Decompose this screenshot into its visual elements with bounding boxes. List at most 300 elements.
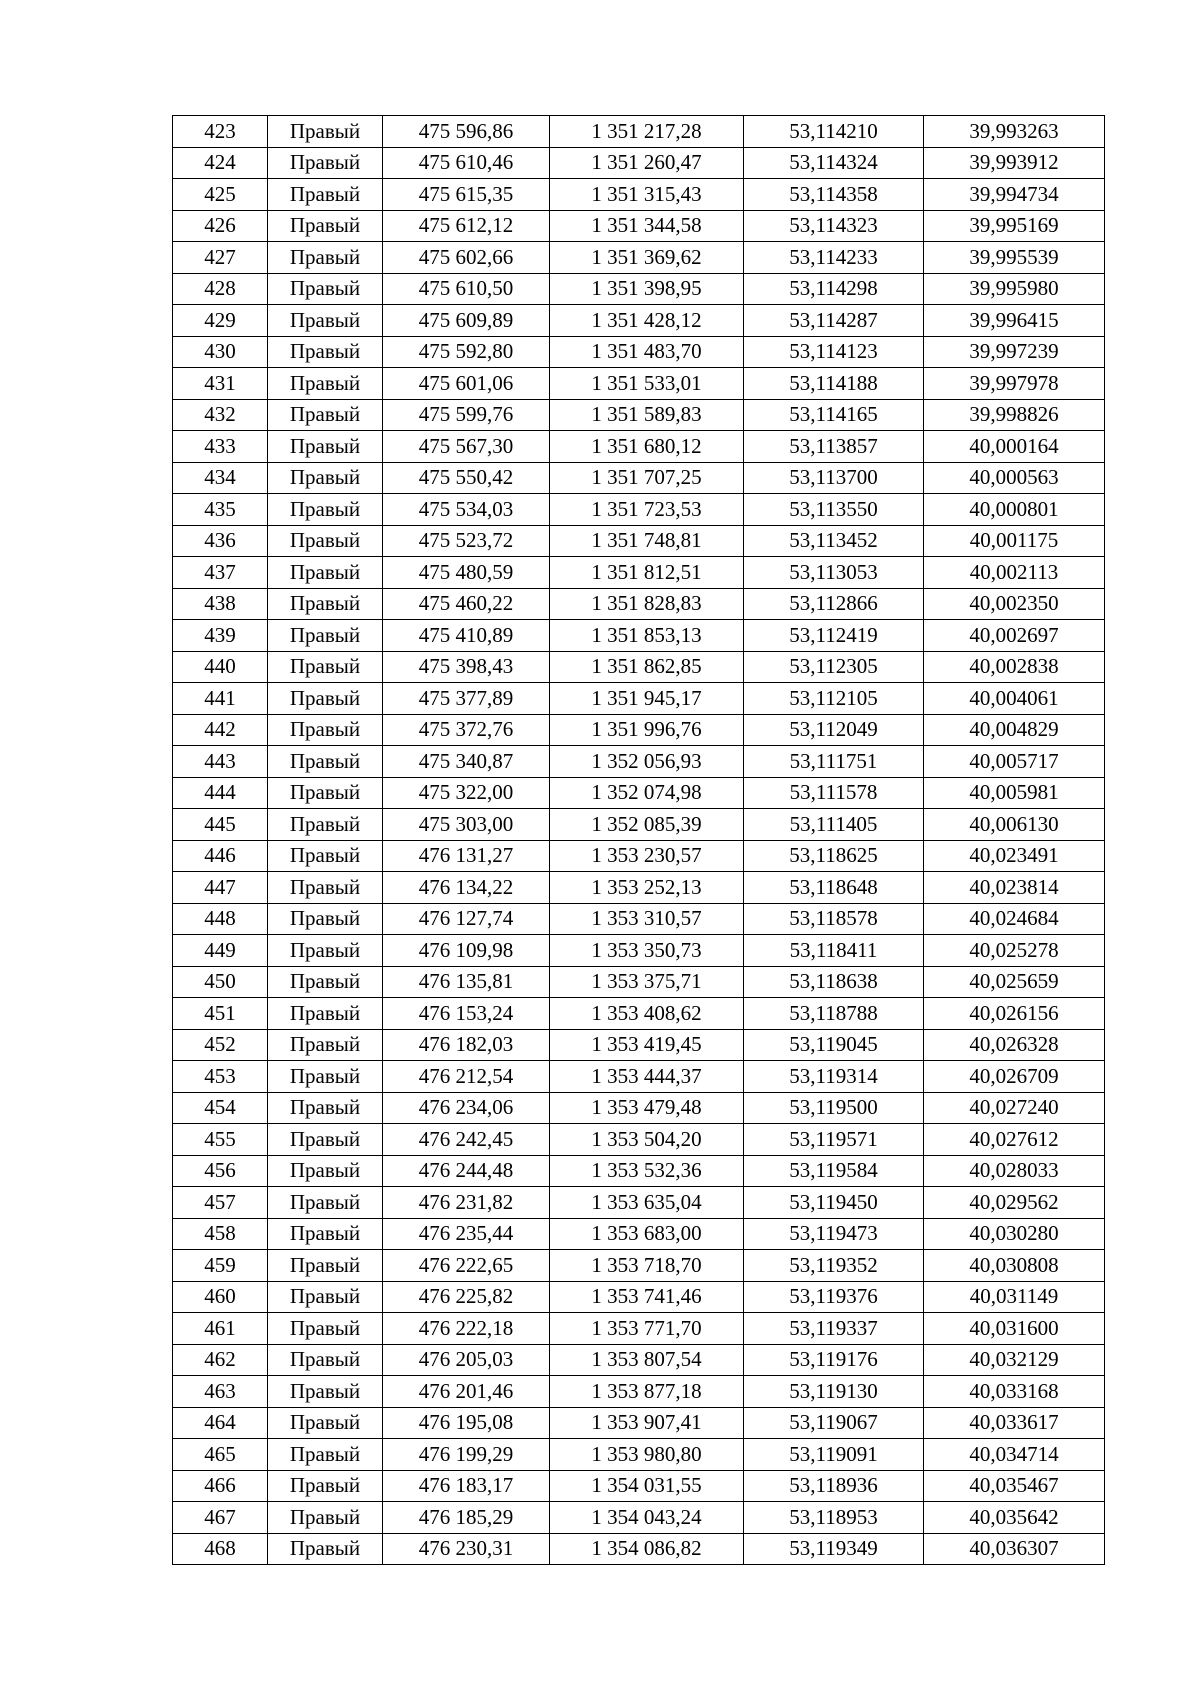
point-number-cell: 466	[173, 1470, 268, 1502]
x-coordinate-cell: 476 199,29	[383, 1439, 550, 1471]
table-row	[173, 966, 1105, 998]
side-cell: Правый	[268, 1124, 383, 1156]
side-cell: Правый	[268, 1533, 383, 1565]
side-cell: Правый	[268, 1470, 383, 1502]
latitude-cell: 53,112105	[744, 683, 924, 715]
side-cell: Правый	[268, 305, 383, 337]
coordinates-table	[172, 115, 1105, 1565]
point-number-cell: 455	[173, 1124, 268, 1156]
x-coordinate-cell: 475 410,89	[383, 620, 550, 652]
point-number-cell: 436	[173, 525, 268, 557]
longitude-cell: 40,035467	[924, 1470, 1105, 1502]
x-coordinate-cell: 476 235,44	[383, 1218, 550, 1250]
longitude-cell: 39,994734	[924, 179, 1105, 211]
y-coordinate-cell: 1 352 074,98	[550, 777, 744, 809]
latitude-cell: 53,112049	[744, 714, 924, 746]
longitude-cell: 40,031149	[924, 1281, 1105, 1313]
longitude-cell: 39,997978	[924, 368, 1105, 400]
latitude-cell: 53,114287	[744, 305, 924, 337]
x-coordinate-cell: 476 131,27	[383, 840, 550, 872]
y-coordinate-cell: 1 353 532,36	[550, 1155, 744, 1187]
table-row	[173, 242, 1105, 274]
side-cell: Правый	[268, 1061, 383, 1093]
latitude-cell: 53,114323	[744, 210, 924, 242]
longitude-cell: 40,026709	[924, 1061, 1105, 1093]
longitude-cell: 40,026328	[924, 1029, 1105, 1061]
latitude-cell: 53,113700	[744, 462, 924, 494]
x-coordinate-cell: 475 601,06	[383, 368, 550, 400]
x-coordinate-cell: 476 222,18	[383, 1313, 550, 1345]
table-row	[173, 431, 1105, 463]
table-row	[173, 1029, 1105, 1061]
x-coordinate-cell: 476 109,98	[383, 935, 550, 967]
point-number-cell: 461	[173, 1313, 268, 1345]
point-number-cell: 459	[173, 1250, 268, 1282]
longitude-cell: 39,995539	[924, 242, 1105, 274]
side-cell: Правый	[268, 179, 383, 211]
table-row	[173, 1281, 1105, 1313]
x-coordinate-cell: 476 185,29	[383, 1502, 550, 1534]
side-cell: Правый	[268, 1218, 383, 1250]
latitude-cell: 53,119337	[744, 1313, 924, 1345]
longitude-cell: 40,025659	[924, 966, 1105, 998]
side-cell: Правый	[268, 1281, 383, 1313]
y-coordinate-cell: 1 351 589,83	[550, 399, 744, 431]
y-coordinate-cell: 1 353 771,70	[550, 1313, 744, 1345]
side-cell: Правый	[268, 714, 383, 746]
table-row	[173, 1502, 1105, 1534]
latitude-cell: 53,114123	[744, 336, 924, 368]
side-cell: Правый	[268, 431, 383, 463]
x-coordinate-cell: 475 609,89	[383, 305, 550, 337]
longitude-cell: 40,031600	[924, 1313, 1105, 1345]
longitude-cell: 40,000563	[924, 462, 1105, 494]
latitude-cell: 53,118411	[744, 935, 924, 967]
table-row	[173, 903, 1105, 935]
point-number-cell: 449	[173, 935, 268, 967]
point-number-cell: 441	[173, 683, 268, 715]
x-coordinate-cell: 476 230,31	[383, 1533, 550, 1565]
table-row	[173, 494, 1105, 526]
x-coordinate-cell: 475 602,66	[383, 242, 550, 274]
y-coordinate-cell: 1 353 807,54	[550, 1344, 744, 1376]
latitude-cell: 53,114188	[744, 368, 924, 400]
side-cell: Правый	[268, 1407, 383, 1439]
side-cell: Правый	[268, 651, 383, 683]
x-coordinate-cell: 476 201,46	[383, 1376, 550, 1408]
side-cell: Правый	[268, 903, 383, 935]
x-coordinate-cell: 476 195,08	[383, 1407, 550, 1439]
longitude-cell: 39,995980	[924, 273, 1105, 305]
y-coordinate-cell: 1 353 907,41	[550, 1407, 744, 1439]
latitude-cell: 53,113857	[744, 431, 924, 463]
latitude-cell: 53,119473	[744, 1218, 924, 1250]
point-number-cell: 444	[173, 777, 268, 809]
table-row	[173, 683, 1105, 715]
table-row	[173, 935, 1105, 967]
point-number-cell: 465	[173, 1439, 268, 1471]
y-coordinate-cell: 1 353 635,04	[550, 1187, 744, 1219]
point-number-cell: 429	[173, 305, 268, 337]
y-coordinate-cell: 1 351 483,70	[550, 336, 744, 368]
table-row	[173, 1344, 1105, 1376]
y-coordinate-cell: 1 353 980,80	[550, 1439, 744, 1471]
latitude-cell: 53,118638	[744, 966, 924, 998]
y-coordinate-cell: 1 353 375,71	[550, 966, 744, 998]
side-cell: Правый	[268, 588, 383, 620]
point-number-cell: 438	[173, 588, 268, 620]
x-coordinate-cell: 475 377,89	[383, 683, 550, 715]
side-cell: Правый	[268, 1250, 383, 1282]
point-number-cell: 453	[173, 1061, 268, 1093]
x-coordinate-cell: 475 523,72	[383, 525, 550, 557]
y-coordinate-cell: 1 353 741,46	[550, 1281, 744, 1313]
side-cell: Правый	[268, 683, 383, 715]
y-coordinate-cell: 1 351 945,17	[550, 683, 744, 715]
latitude-cell: 53,111751	[744, 746, 924, 778]
table-body	[173, 116, 1105, 1565]
longitude-cell: 40,004829	[924, 714, 1105, 746]
latitude-cell: 53,119067	[744, 1407, 924, 1439]
side-cell: Правый	[268, 525, 383, 557]
table-row	[173, 1124, 1105, 1156]
side-cell: Правый	[268, 147, 383, 179]
longitude-cell: 40,002113	[924, 557, 1105, 589]
table-row	[173, 1187, 1105, 1219]
table-row	[173, 1313, 1105, 1345]
point-number-cell: 426	[173, 210, 268, 242]
point-number-cell: 468	[173, 1533, 268, 1565]
y-coordinate-cell: 1 353 252,13	[550, 872, 744, 904]
x-coordinate-cell: 475 550,42	[383, 462, 550, 494]
x-coordinate-cell: 476 244,48	[383, 1155, 550, 1187]
longitude-cell: 40,005981	[924, 777, 1105, 809]
latitude-cell: 53,114233	[744, 242, 924, 274]
x-coordinate-cell: 476 242,45	[383, 1124, 550, 1156]
point-number-cell: 447	[173, 872, 268, 904]
table-row	[173, 116, 1105, 148]
side-cell: Правый	[268, 557, 383, 589]
longitude-cell: 40,004061	[924, 683, 1105, 715]
x-coordinate-cell: 475 322,00	[383, 777, 550, 809]
longitude-cell: 40,023491	[924, 840, 1105, 872]
x-coordinate-cell: 475 592,80	[383, 336, 550, 368]
x-coordinate-cell: 475 480,59	[383, 557, 550, 589]
table-row	[173, 525, 1105, 557]
x-coordinate-cell: 475 612,12	[383, 210, 550, 242]
y-coordinate-cell: 1 353 310,57	[550, 903, 744, 935]
point-number-cell: 430	[173, 336, 268, 368]
longitude-cell: 40,002350	[924, 588, 1105, 620]
y-coordinate-cell: 1 351 217,28	[550, 116, 744, 148]
table-row	[173, 336, 1105, 368]
side-cell: Правый	[268, 1376, 383, 1408]
longitude-cell: 40,027240	[924, 1092, 1105, 1124]
table-row	[173, 1155, 1105, 1187]
point-number-cell: 462	[173, 1344, 268, 1376]
longitude-cell: 40,029562	[924, 1187, 1105, 1219]
side-cell: Правый	[268, 1439, 383, 1471]
x-coordinate-cell: 475 460,22	[383, 588, 550, 620]
y-coordinate-cell: 1 353 504,20	[550, 1124, 744, 1156]
y-coordinate-cell: 1 353 479,48	[550, 1092, 744, 1124]
latitude-cell: 53,114165	[744, 399, 924, 431]
longitude-cell: 40,002838	[924, 651, 1105, 683]
longitude-cell: 40,023814	[924, 872, 1105, 904]
side-cell: Правый	[268, 1187, 383, 1219]
x-coordinate-cell: 475 610,46	[383, 147, 550, 179]
x-coordinate-cell: 476 234,06	[383, 1092, 550, 1124]
y-coordinate-cell: 1 353 230,57	[550, 840, 744, 872]
table-row	[173, 1092, 1105, 1124]
point-number-cell: 440	[173, 651, 268, 683]
longitude-cell: 40,000801	[924, 494, 1105, 526]
y-coordinate-cell: 1 351 315,43	[550, 179, 744, 211]
point-number-cell: 434	[173, 462, 268, 494]
latitude-cell: 53,114358	[744, 179, 924, 211]
point-number-cell: 460	[173, 1281, 268, 1313]
y-coordinate-cell: 1 354 043,24	[550, 1502, 744, 1534]
table-row	[173, 998, 1105, 1030]
table-row	[173, 179, 1105, 211]
y-coordinate-cell: 1 351 533,01	[550, 368, 744, 400]
table-row	[173, 777, 1105, 809]
point-number-cell: 454	[173, 1092, 268, 1124]
side-cell: Правый	[268, 1155, 383, 1187]
side-cell: Правый	[268, 242, 383, 274]
y-coordinate-cell: 1 353 408,62	[550, 998, 744, 1030]
side-cell: Правый	[268, 840, 383, 872]
x-coordinate-cell: 475 596,86	[383, 116, 550, 148]
x-coordinate-cell: 475 398,43	[383, 651, 550, 683]
table-row	[173, 399, 1105, 431]
point-number-cell: 437	[173, 557, 268, 589]
table-row	[173, 1218, 1105, 1250]
table-row	[173, 1533, 1105, 1565]
latitude-cell: 53,118648	[744, 872, 924, 904]
y-coordinate-cell: 1 351 812,51	[550, 557, 744, 589]
longitude-cell: 40,000164	[924, 431, 1105, 463]
point-number-cell: 439	[173, 620, 268, 652]
side-cell: Правый	[268, 494, 383, 526]
longitude-cell: 40,002697	[924, 620, 1105, 652]
x-coordinate-cell: 476 182,03	[383, 1029, 550, 1061]
y-coordinate-cell: 1 351 748,81	[550, 525, 744, 557]
latitude-cell: 53,119571	[744, 1124, 924, 1156]
y-coordinate-cell: 1 352 056,93	[550, 746, 744, 778]
table-row	[173, 620, 1105, 652]
longitude-cell: 40,006130	[924, 809, 1105, 841]
longitude-cell: 40,035642	[924, 1502, 1105, 1534]
latitude-cell: 53,119130	[744, 1376, 924, 1408]
side-cell: Правый	[268, 809, 383, 841]
point-number-cell: 431	[173, 368, 268, 400]
point-number-cell: 442	[173, 714, 268, 746]
point-number-cell: 443	[173, 746, 268, 778]
y-coordinate-cell: 1 351 828,83	[550, 588, 744, 620]
point-number-cell: 433	[173, 431, 268, 463]
side-cell: Правый	[268, 1092, 383, 1124]
latitude-cell: 53,111405	[744, 809, 924, 841]
longitude-cell: 39,997239	[924, 336, 1105, 368]
x-coordinate-cell: 475 303,00	[383, 809, 550, 841]
longitude-cell: 39,993263	[924, 116, 1105, 148]
point-number-cell: 446	[173, 840, 268, 872]
side-cell: Правый	[268, 777, 383, 809]
y-coordinate-cell: 1 353 350,73	[550, 935, 744, 967]
side-cell: Правый	[268, 1502, 383, 1534]
latitude-cell: 53,118936	[744, 1470, 924, 1502]
side-cell: Правый	[268, 336, 383, 368]
latitude-cell: 53,118953	[744, 1502, 924, 1534]
y-coordinate-cell: 1 351 344,58	[550, 210, 744, 242]
table-row	[173, 1061, 1105, 1093]
latitude-cell: 53,114298	[744, 273, 924, 305]
point-number-cell: 423	[173, 116, 268, 148]
table-row	[173, 462, 1105, 494]
y-coordinate-cell: 1 353 683,00	[550, 1218, 744, 1250]
longitude-cell: 40,024684	[924, 903, 1105, 935]
latitude-cell: 53,119091	[744, 1439, 924, 1471]
longitude-cell: 39,998826	[924, 399, 1105, 431]
table-row	[173, 1250, 1105, 1282]
x-coordinate-cell: 476 153,24	[383, 998, 550, 1030]
x-coordinate-cell: 475 567,30	[383, 431, 550, 463]
longitude-cell: 40,032129	[924, 1344, 1105, 1376]
x-coordinate-cell: 476 231,82	[383, 1187, 550, 1219]
latitude-cell: 53,119349	[744, 1533, 924, 1565]
point-number-cell: 457	[173, 1187, 268, 1219]
latitude-cell: 53,114324	[744, 147, 924, 179]
table-row	[173, 368, 1105, 400]
table-row	[173, 557, 1105, 589]
x-coordinate-cell: 475 599,76	[383, 399, 550, 431]
side-cell: Правый	[268, 116, 383, 148]
table-row	[173, 872, 1105, 904]
latitude-cell: 53,118578	[744, 903, 924, 935]
latitude-cell: 53,119376	[744, 1281, 924, 1313]
latitude-cell: 53,112305	[744, 651, 924, 683]
y-coordinate-cell: 1 353 444,37	[550, 1061, 744, 1093]
y-coordinate-cell: 1 354 086,82	[550, 1533, 744, 1565]
point-number-cell: 448	[173, 903, 268, 935]
table-row	[173, 651, 1105, 683]
latitude-cell: 53,119045	[744, 1029, 924, 1061]
y-coordinate-cell: 1 351 428,12	[550, 305, 744, 337]
longitude-cell: 40,026156	[924, 998, 1105, 1030]
longitude-cell: 40,001175	[924, 525, 1105, 557]
y-coordinate-cell: 1 351 862,85	[550, 651, 744, 683]
x-coordinate-cell: 476 183,17	[383, 1470, 550, 1502]
longitude-cell: 40,034714	[924, 1439, 1105, 1471]
point-number-cell: 427	[173, 242, 268, 274]
x-coordinate-cell: 475 372,76	[383, 714, 550, 746]
side-cell: Правый	[268, 273, 383, 305]
point-number-cell: 450	[173, 966, 268, 998]
y-coordinate-cell: 1 353 718,70	[550, 1250, 744, 1282]
latitude-cell: 53,114210	[744, 116, 924, 148]
x-coordinate-cell: 476 205,03	[383, 1344, 550, 1376]
y-coordinate-cell: 1 351 369,62	[550, 242, 744, 274]
y-coordinate-cell: 1 351 680,12	[550, 431, 744, 463]
side-cell: Правый	[268, 399, 383, 431]
latitude-cell: 53,119500	[744, 1092, 924, 1124]
x-coordinate-cell: 475 615,35	[383, 179, 550, 211]
side-cell: Правый	[268, 210, 383, 242]
side-cell: Правый	[268, 746, 383, 778]
longitude-cell: 39,995169	[924, 210, 1105, 242]
x-coordinate-cell: 476 212,54	[383, 1061, 550, 1093]
side-cell: Правый	[268, 368, 383, 400]
side-cell: Правый	[268, 620, 383, 652]
point-number-cell: 452	[173, 1029, 268, 1061]
latitude-cell: 53,119584	[744, 1155, 924, 1187]
latitude-cell: 53,119352	[744, 1250, 924, 1282]
point-number-cell: 464	[173, 1407, 268, 1439]
side-cell: Правый	[268, 1313, 383, 1345]
point-number-cell: 425	[173, 179, 268, 211]
table-row	[173, 1376, 1105, 1408]
point-number-cell: 456	[173, 1155, 268, 1187]
side-cell: Правый	[268, 1344, 383, 1376]
y-coordinate-cell: 1 353 877,18	[550, 1376, 744, 1408]
latitude-cell: 53,118625	[744, 840, 924, 872]
latitude-cell: 53,118788	[744, 998, 924, 1030]
point-number-cell: 424	[173, 147, 268, 179]
point-number-cell: 432	[173, 399, 268, 431]
x-coordinate-cell: 476 222,65	[383, 1250, 550, 1282]
table-row	[173, 305, 1105, 337]
point-number-cell: 445	[173, 809, 268, 841]
table-row	[173, 1407, 1105, 1439]
latitude-cell: 53,112419	[744, 620, 924, 652]
y-coordinate-cell: 1 351 996,76	[550, 714, 744, 746]
longitude-cell: 39,993912	[924, 147, 1105, 179]
x-coordinate-cell: 476 225,82	[383, 1281, 550, 1313]
point-number-cell: 428	[173, 273, 268, 305]
longitude-cell: 40,030808	[924, 1250, 1105, 1282]
y-coordinate-cell: 1 351 853,13	[550, 620, 744, 652]
longitude-cell: 40,030280	[924, 1218, 1105, 1250]
longitude-cell: 40,033617	[924, 1407, 1105, 1439]
table-row	[173, 147, 1105, 179]
table-row	[173, 714, 1105, 746]
longitude-cell: 39,996415	[924, 305, 1105, 337]
point-number-cell: 467	[173, 1502, 268, 1534]
y-coordinate-cell: 1 351 260,47	[550, 147, 744, 179]
side-cell: Правый	[268, 1029, 383, 1061]
table-row	[173, 840, 1105, 872]
y-coordinate-cell: 1 351 723,53	[550, 494, 744, 526]
table-row	[173, 588, 1105, 620]
x-coordinate-cell: 475 340,87	[383, 746, 550, 778]
latitude-cell: 53,112866	[744, 588, 924, 620]
latitude-cell: 53,119450	[744, 1187, 924, 1219]
y-coordinate-cell: 1 351 707,25	[550, 462, 744, 494]
latitude-cell: 53,119176	[744, 1344, 924, 1376]
side-cell: Правый	[268, 966, 383, 998]
point-number-cell: 451	[173, 998, 268, 1030]
longitude-cell: 40,025278	[924, 935, 1105, 967]
point-number-cell: 458	[173, 1218, 268, 1250]
point-number-cell: 435	[173, 494, 268, 526]
y-coordinate-cell: 1 353 419,45	[550, 1029, 744, 1061]
side-cell: Правый	[268, 998, 383, 1030]
side-cell: Правый	[268, 872, 383, 904]
latitude-cell: 53,119314	[744, 1061, 924, 1093]
longitude-cell: 40,036307	[924, 1533, 1105, 1565]
latitude-cell: 53,113053	[744, 557, 924, 589]
